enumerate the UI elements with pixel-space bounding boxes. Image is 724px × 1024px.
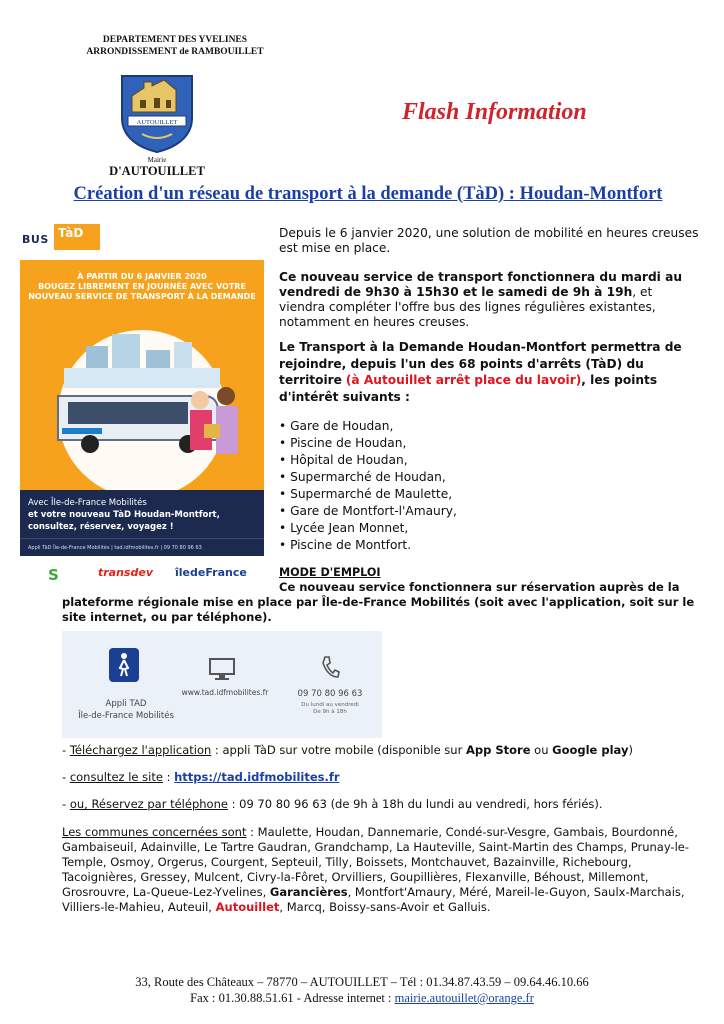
- arrondissement-line: ARRONDISSEMENT de RAMBOUILLET: [86, 47, 264, 57]
- poster-headline: [20, 272, 264, 302]
- tad-app-icon: [109, 648, 139, 682]
- monitor-icon: [208, 657, 236, 681]
- banner-url: www.tad.idfmobilites.fr: [181, 688, 269, 697]
- points-of-interest-list: [279, 418, 699, 554]
- footer-address: 33, Route des Châteaux – 78770 – AUTOUILLET – Tél : 01.34.87.43.59 – 09.64.46.10.66: [135, 975, 589, 989]
- footer-contact: [0, 991, 724, 1006]
- banner-phone-hours: De 9h à 18h: [313, 709, 347, 715]
- poster-band-line-3: consultez, réservez, voyagez !: [28, 522, 174, 532]
- poster-illustration: [28, 304, 256, 490]
- list-item: • Supermarché de Houdan,: [279, 469, 699, 486]
- communes-label: Les communes concernées sont: [62, 825, 247, 839]
- footer-email-link[interactable]: mairie.autouillet@orange.fr: [394, 991, 534, 1005]
- network-paragraph: [279, 339, 699, 405]
- autouillet-stop-note: (à Autouillet arrêt place du lavoir): [345, 373, 582, 387]
- or-text: ou: [530, 743, 553, 757]
- list-item: • Piscine de Houdan,: [279, 435, 699, 452]
- banner-phone-number: 09 70 80 96 63: [297, 689, 363, 699]
- mode-emploi-text: Ce nouveau service fonctionnera sur réservation auprès de la plateforme régionale mise en place par Île-de-France Mobilités (soit avec l'application, soit sur le site internet, ou par téléphone).: [62, 580, 695, 624]
- mode-emploi-heading: MODE D'EMPLOI: [279, 566, 381, 579]
- department-line: DEPARTEMENT DES YVELINES: [102, 35, 248, 45]
- list-item: • Piscine de Montfort.: [279, 537, 699, 554]
- app-name-line-2: Île-de-France Mobilités: [78, 711, 174, 721]
- poster-band-line-2: et votre nouveau TàD Houdan-Montfort,: [28, 510, 220, 520]
- communes-paragraph: [62, 825, 708, 916]
- service-hours-bold: Ce nouveau service de transport fonctionnera du mardi au vendredi de 9h30 à 15h30 et le samedi de 9h à 19h: [279, 270, 682, 299]
- service-hours-rest: , et viendra compléter l'offre bus des lignes régulières existantes, notamment en heures creuses.: [279, 285, 656, 329]
- phone-text: : 09 70 80 96 63 (de 9h à 18h du lundi au vendredi, hors fériés).: [227, 797, 603, 811]
- list-item: • Gare de Montfort-l'Amaury,: [279, 503, 699, 520]
- poster-header-strip: [20, 224, 264, 260]
- flash-information-heading: Flash Information: [402, 99, 587, 125]
- network-end: , les points d'intérêt suivants :: [279, 373, 658, 404]
- download-text: : appli TàD sur votre mobile (disponible sur: [211, 743, 466, 757]
- page-title: Création d'un réseau de transport à la demande (TàD) : Houdan-Montfort: [73, 184, 663, 204]
- list-item: • Supermarché de Maulette,: [279, 486, 699, 503]
- website-instruction: - consultez le site : https://tad.idfmobilites.fr: [62, 770, 340, 784]
- site-separator: :: [162, 770, 175, 784]
- poster-band-line-1: Avec Île-de-France Mobilités: [28, 498, 147, 508]
- poster-tagline-1: BOUGEZ LIBREMENT EN JOURNÉE AVEC VOTRE: [38, 282, 246, 291]
- phone-instruction: - ou, Réservez par téléphone : 09 70 80 96 63 (de 9h à 18h du lundi au vendredi, hors fériés).: [62, 797, 603, 811]
- contact-banner: [62, 631, 382, 738]
- download-label: Téléchargez l'application: [69, 743, 212, 757]
- mairie-name: D'AUTOUILLET: [109, 164, 205, 178]
- garancieres-highlight: Garancières: [269, 885, 348, 900]
- banner-phone-days: Du lundi au vendredi: [301, 702, 359, 708]
- sitram-logo: S: [48, 566, 59, 584]
- app-store-label: App Store: [465, 743, 531, 757]
- svg-text:AUTOUILLET: AUTOUILLET: [136, 119, 178, 126]
- communes-list-c: , Marcq, Boissy-sans-Avoir et Galluis.: [279, 900, 491, 915]
- transdev-logo: transdev: [98, 566, 153, 579]
- download-instruction: - Téléchargez l'application : appli TàD sur votre mobile (disponible sur App Store ou Google play): [62, 743, 633, 757]
- list-item: • Gare de Houdan,: [279, 418, 699, 435]
- poster-tagline-2: NOUVEAU SERVICE DE TRANSPORT À LA DEMANDE: [28, 292, 256, 301]
- close-paren: ): [628, 743, 633, 757]
- app-name-line-1: Appli TAD: [105, 699, 147, 709]
- google-play-label: Google play: [552, 743, 629, 757]
- intro-paragraph: Depuis le 6 janvier 2020, une solution de mobilité en heures creuses est mise en place.: [279, 226, 699, 255]
- site-label: consultez le site: [69, 770, 163, 784]
- department-header: [60, 34, 290, 58]
- communes-list-a: : Maulette, Houdan, Dannemarie, Condé-sur-Vesgre, Gambais, Bourdonné, Gambaiseuil, Adainville, Le Tartre Gaudran, Grandchamp, La Hauteville, Saint-Martin des Champs, Prunay-le-Temple, Osmoy, Orgerus, Courgent, Septeuil, Tilly, Boissets, Montchauvet, Bazainville, Richebourg, Tacoignières, Gressey, Mulcent, Civry-la-Fôret, Orvilliers, Goupillières, Flexanville, Béhoust, Millemont, Grosrouvre, La-Queue-Lez-Yvelines,: [62, 825, 689, 900]
- list-item: • Lycée Jean Monnet,: [279, 520, 699, 537]
- footer-fax: Fax : 01.30.88.51.61 - Adresse internet :: [190, 991, 395, 1005]
- bus-label: BUS: [22, 233, 49, 246]
- tad-logo: TàD: [54, 224, 100, 250]
- mairie-label: Mairie: [147, 156, 167, 164]
- town-crest-icon: [118, 72, 196, 154]
- poster-footer-band: [20, 490, 264, 556]
- phone-icon: [320, 655, 340, 679]
- network-bold: Le Transport à la Demande Houdan-Montfort permettra de rejoindre, depuis l'un des 68 points d'arrêts (TàD) du territoire: [279, 340, 682, 387]
- tad-website-link[interactable]: https://tad.idfmobilites.fr: [174, 770, 340, 784]
- communes-list-b: , Montfort'Amaury, Méré, Mareil-le-Guyon, Saulx-Marchais, Villiers-le-Mahieu, Auteuil,: [62, 885, 685, 915]
- poster-contact-strip: Appli TàD Île-de-France Mobilités | tad.idfmobilites.fr | 09 70 80 96 63: [20, 538, 264, 556]
- phone-label: ou, Réservez par téléphone: [69, 797, 228, 811]
- list-item: • Hôpital de Houdan,: [279, 452, 699, 469]
- tad-poster: [20, 224, 264, 556]
- autouillet-highlight: Autouillet: [215, 900, 280, 915]
- poster-date-line: À PARTIR DU 6 JANVIER 2020: [77, 272, 207, 281]
- idf-mobilites-logo: îledeFrance: [175, 566, 247, 579]
- service-hours-paragraph: [279, 270, 699, 330]
